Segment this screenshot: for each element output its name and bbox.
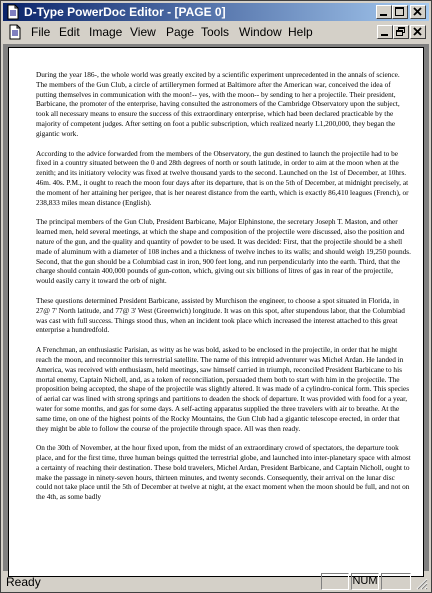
menu-bar [3,22,429,42]
status-bar [3,571,429,591]
child-restore-button[interactable] [393,25,409,39]
paragraph[interactable]: The principal members of the Gun Club, President Barbicane, Major Elphinstone, the secretary Joseph T. Maston, and other learned men, held several meetings, at which the shape and composition of the projectile were discussed, also the position and nature of the gun, and the quality and quantity of powder to be used. It was decided: First, that the projectile should be a shell made of aluminum with a diameter of 108 inches and a thickness of twelve inches to its walls; and should weigh 19,250 pounds. Second, that the gun should be a Columbiad cast in iron, 900 feet long, and run perpendicularly into the earth. Third, that the charge should contain 400,000 pounds of gun-cotton, which, giving out six billions of litres of gas in rear of the projectile, would easily carry it toward the orb of night. [36,217,411,286]
restore-icon [394,26,408,38]
close-button[interactable] [410,5,426,19]
maximize-button[interactable] [392,5,408,19]
document-canvas[interactable] [3,44,429,571]
menu-file[interactable]: File [31,25,51,39]
minimize-button[interactable] [376,5,392,19]
menu-image[interactable]: Image [89,25,123,39]
paragraph[interactable]: According to the advice forwarded from the members of the Observatory, the gun destined to launch the projectile had to be fixed in a country situated between the 0 and 28th degrees of north or south latitude, in order to aim at the moon when at the zenith; and its initiatory velocity was fixed at twelve thousand yards to the second. Launched on the 1st of December, at 10hrs. 46m. 40s. P.M., it ought to reach the moon four days after its departure, that is on the 5th of December, at midnight precisely, at the moment of her attaining her perigee, that is her nearest distance from the earth, which is exactly 86,410 leagues (French), or 238,833 miles mean distance (English). [36,148,409,207]
menu-view[interactable]: View [130,25,156,39]
minimize-icon [377,6,391,18]
status-pane-caps [321,573,349,590]
title-bar[interactable] [3,3,429,21]
child-close-button[interactable] [410,25,426,39]
minimize-icon [378,26,392,38]
child-minimize-button[interactable] [377,25,393,39]
paragraph[interactable]: During the year 186-, the whole world was greatly excited by a scientific experiment unprecedented in the annals of science. The members of the Gun Club, a circle of artillerymen formed at Baltimore after the American war, conceived the idea of putting themselves in communication with the moon!-- yes, with the moon-- by sending to her a projectile. Their president, Barbicane, the promoter of the enterprise, having consulted the astronomers of the Cambridge Observatory upon the subject, took all necessary means to ensure the success of this extraordinary enterprise, which had been declared practicable by the majority of competent judges. After setting on foot a public subscription, which realized nearly L1,200,000, they began the gigantic work. [36,70,400,138]
resize-grip-icon[interactable] [415,577,428,590]
close-icon [411,26,425,38]
status-text: Ready [6,575,41,589]
window-title: D-Type PowerDoc Editor - [PAGE 0] [24,5,226,19]
menu-help[interactable]: Help [288,25,313,39]
menu-tools[interactable]: Tools [201,25,230,39]
menu-window[interactable]: Window [239,25,282,39]
status-pane-num: NUM [351,573,379,590]
maximize-icon [393,6,407,18]
document-page[interactable] [8,47,424,577]
paragraph[interactable]: A Frenchman, an enthusiastic Parisian, as witty as he was bold, asked to be enclosed in the projectile, in order that he might reach the moon, and reconnoiter this terrestrial satellite. The name of this intrepid adventurer was Michel Ardan. He landed in America, was received with enthusiasm, held meetings, saw himself carried in triumph, reconciled President Barbicane to his mortal enemy, Captain Nicholl, and, as a token of reconciliation, persuaded them both to start with him in the projectile. The proposition being accepted, the shape of the projectile was slightly altered. It was made of a cylindro-conical form. This species of aerial car was lined with strong springs and partitions to deaden the shock of departure. It was provided with food for a year, water for some months, and gas for some days. A self-acting apparatus supplied the three travelers with air to breathe. At the same time, on one of the highest points of the Rocky Mountains, the Gun Club had a gigantic telescope erected, in order that they might be able to follow the course of the projectile through space. All was then ready. [36,345,410,433]
app-document-icon [5,4,21,20]
document-icon[interactable] [7,24,23,40]
menu-page[interactable]: Page [166,25,195,39]
status-pane-scrl [381,573,411,590]
close-icon [411,6,425,18]
menu-edit[interactable]: Edit [59,25,80,39]
paragraph[interactable]: On the 30th of November, at the hour fixed upon, from the midst of an extraordinary crowd of spectators, the departure took place, and for the first time, three human beings quitted the terrestrial globe, and launched into inter-planetary space with almost a certainty of reaching their destination. These bold travelers, Michel Ardan, President Barbicane, and Captain Nicholl, ought to make the passage in ninety-seven hours, thirteen minutes, and twenty seconds. Consequently, their arrival on the lunar disc could not take place until the 5th of December at twelve at night, at the exact moment when the moon should be full, and not on the 4th, as some badly [36,443,411,502]
paragraph[interactable]: These questions determined President Barbicane, assisted by Murchison the engineer, to choose a spot situated in Florida, in 27@ 7' North latitude, and 77@ 3' West (Greenwich) longitude. It was on this spot, after stupendous labor, that the Columbiad was cast with full success. Things stood thus, when an incident took place which increased the interest attached to this great enterprise a hundredfold. [36,295,405,335]
document-text[interactable] [36,70,411,512]
